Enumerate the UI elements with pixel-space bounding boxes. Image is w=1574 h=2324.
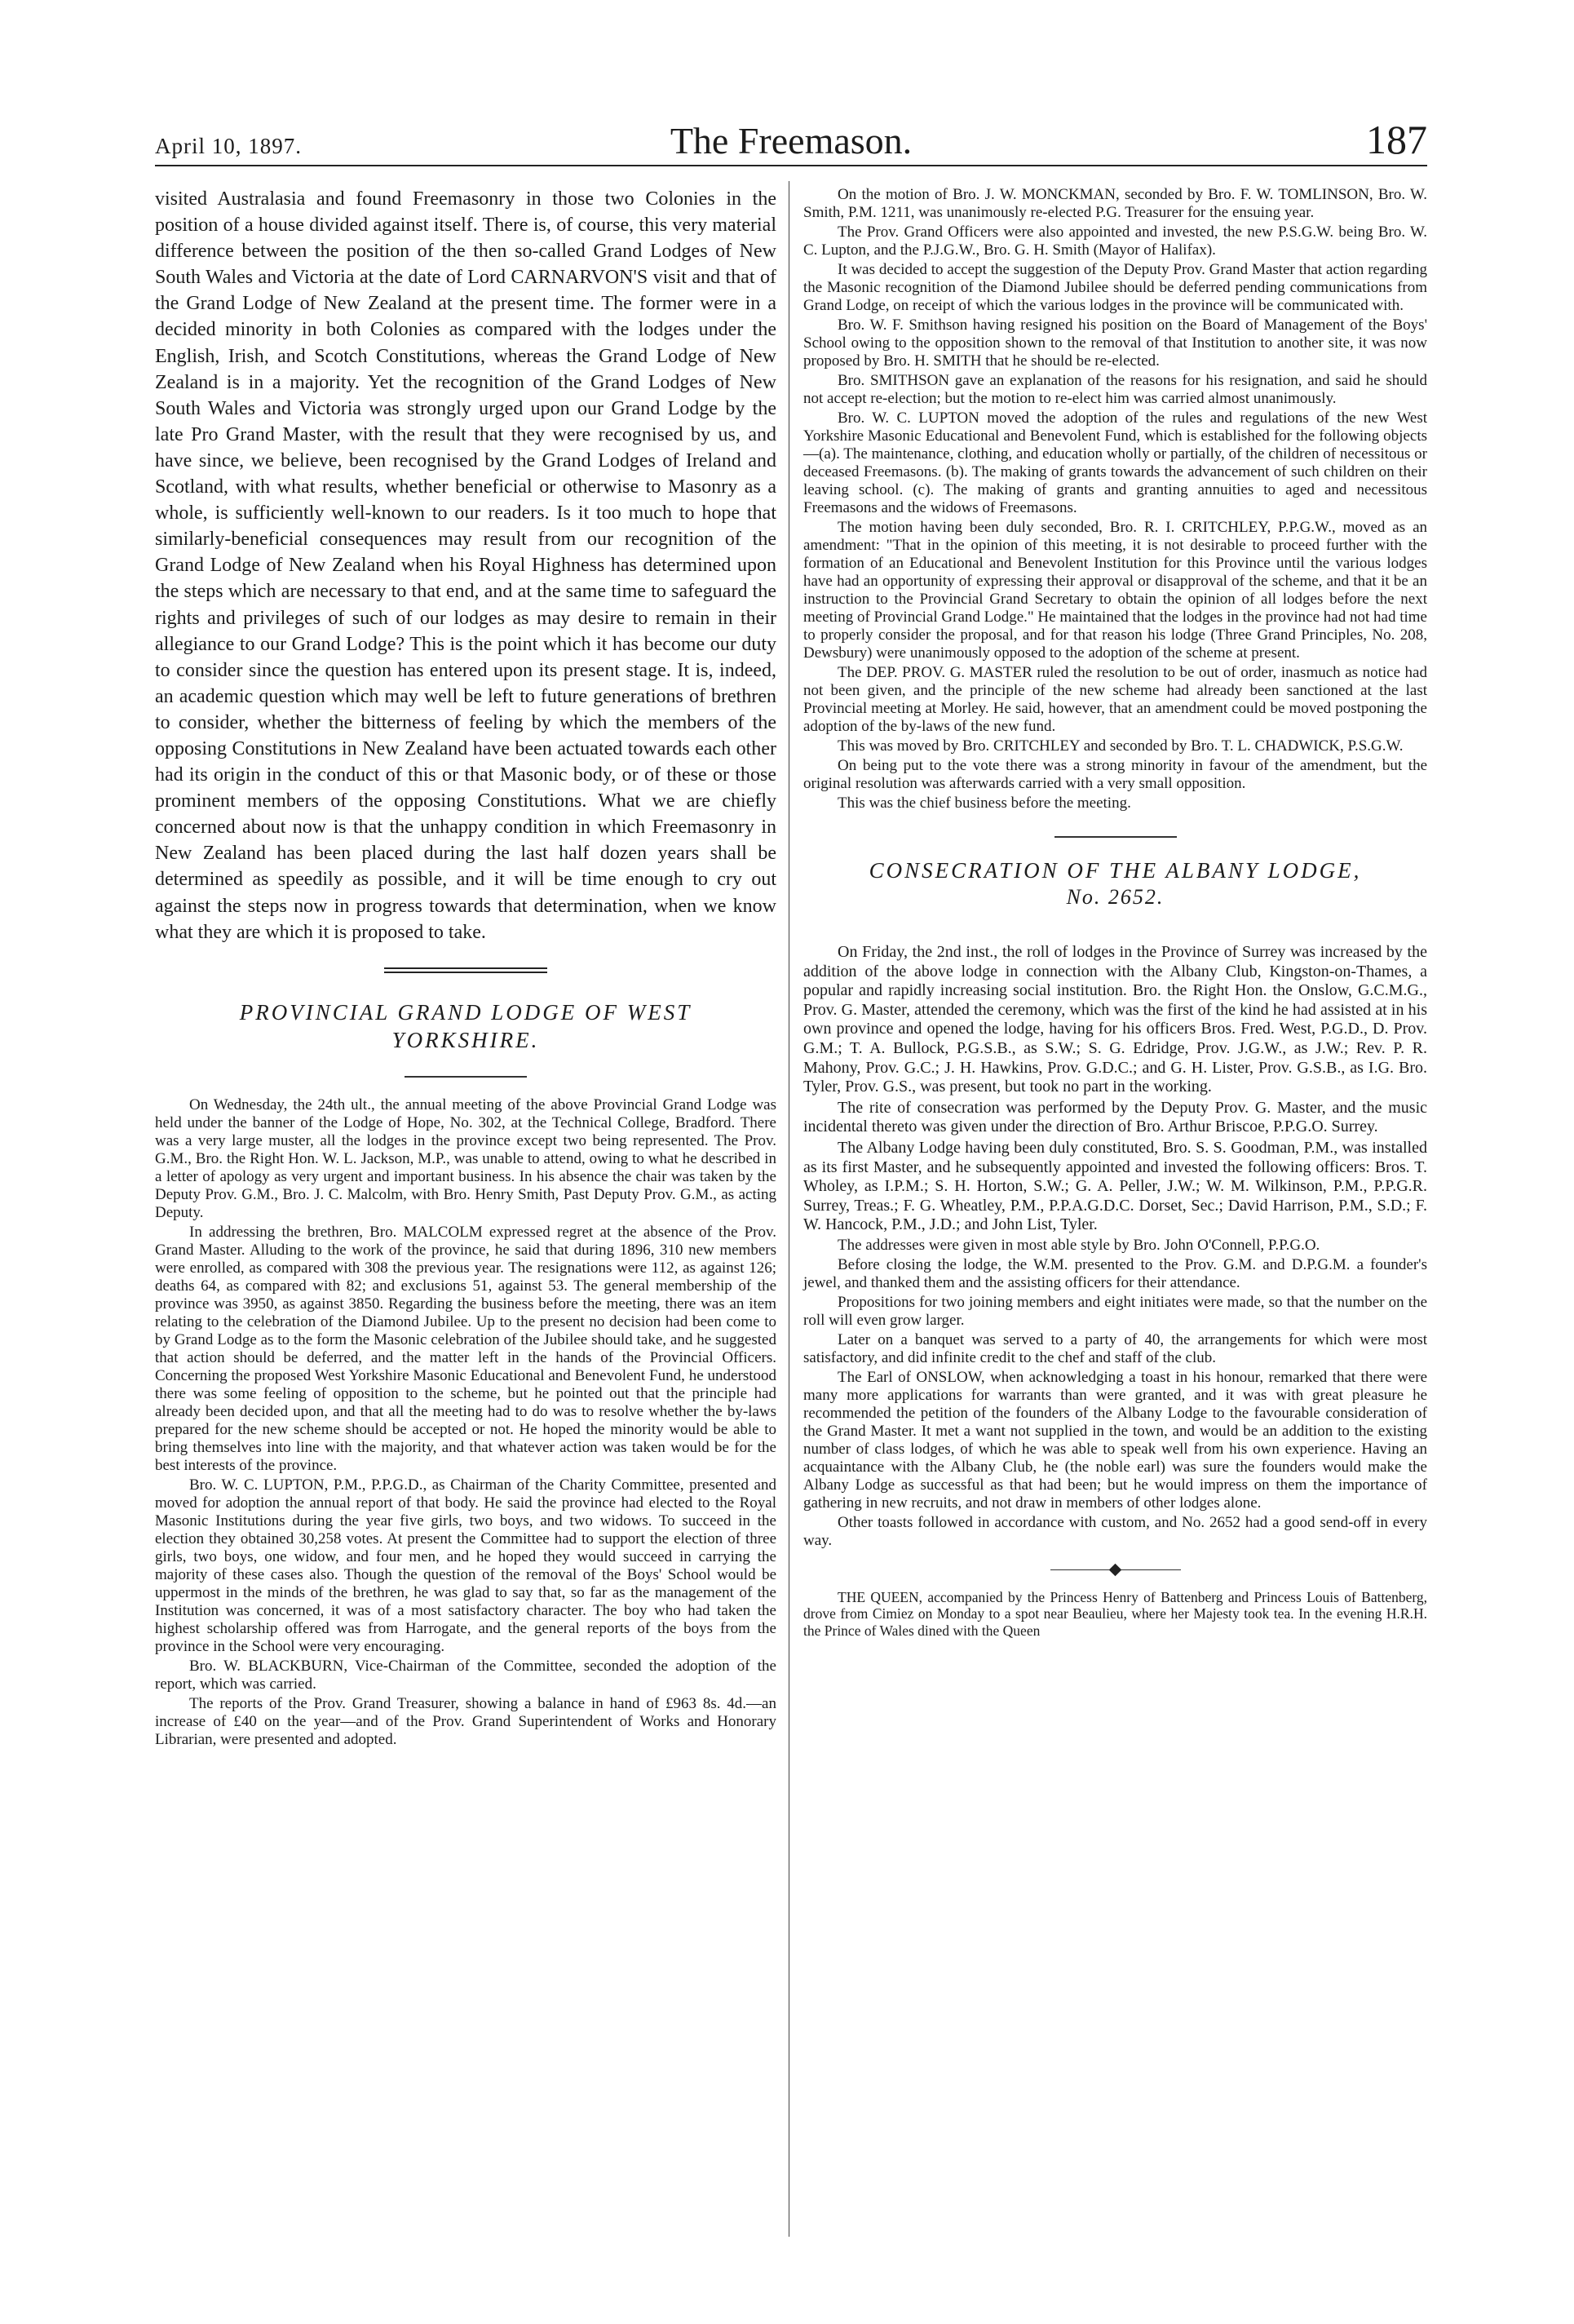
article-paragraph: The DEP. PROV. G. MASTER ruled the resolution to be out of order, inasmuch as notice had not been given, and the principle of the new scheme had already been sanctioned at the last Provincial meeting at Morley. He said, however, that an amendment could be moved postponing the adoption of the by-laws of the new fund. [803,664,1427,735]
article-paragraph: Before closing the lodge, the W.M. presented to the Prov. G.M. and D.P.G.M. a founder's jewel, and thanked them and the assisting officers for their attendance. [803,1255,1427,1291]
page-number: 187 [1366,117,1427,162]
article-paragraph: The addresses were given in most able style by Bro. John O'Connell, P.P.G.O. [838,1236,1320,1254]
article-heading: PROVINCIAL GRAND LODGE OF WEST [239,999,692,1025]
article-paragraph: On Friday, the 2nd inst., the roll of lodges in the Province of Surrey was increased by the addition of the above lodge in connection with the Albany Club, Kingston-on-Thames, a popular and rapidly increasing social institution. Bro. the Right Hon. the Onslow, G.C.M.G., Prov. G. Master, attended the ceremony, which was the first of the kind he had assisted at in his own province and opened the lodge, having for his officers Bros. Fred. West, P.G.D., D. Prov. G.M.; T. A. Bullock, P.G.S.B., as S.W.; S. G. Edridge, Prov. J.G.W., as J.W.; Rev. P. R. Mahony, Prov. G.C.; J. H. Hawkins, Prov. G.D.C.; and G. H. Lister, Prov. G.S.B., as I.G. Bro. Tyler, Prov. G.S., was present, but took no part in the working. [803,943,1427,1096]
article-heading-continued: YORKSHIRE. [391,1027,540,1052]
article-paragraph: This was the chief business before the meeting. [838,795,1131,812]
consecration-heading: CONSECRATION OF THE ALBANY LODGE, [869,858,1362,883]
article-paragraph: Propositions for two joining members and eight initiates were made, so that the number on the roll will even grow larger. [803,1293,1427,1329]
article-paragraph: Bro. W. F. Smithson having resigned his position on the Board of Management of the Boys' School owing to the opposition shown to the removal of that Institution to another site, it was now proposed by Bro. H. SMITH that he should be re-elected. [803,317,1427,370]
article-paragraph: This was moved by Bro. CRITCHLEY and seconded by Bro. T. L. CHADWICK, P.S.G.W. [838,737,1404,755]
article-paragraph: In addressing the brethren, Bro. MALCOLM expressed regret at the absence of the Prov. Grand Master. Alluding to the work of the province, he said that during 1896, 310 new members were enrolled, as compared with 308 the previous year. The resignations were 112, as against 126; deaths 64, as compared with 82; and exclusions 51, against 53. The general membership of the province was 3950, as against 3850. Regarding the business before the meeting, there was an item relating to the celebration of the Diamond Jubilee. Up to the present no decision had been come to by Grand Lodge as to the form the Masonic celebration of the Jubilee should take, and he suggested that action should be deferred, and the matter left in the hands of the Provincial Officers. Concerning the proposed West Yorkshire Masonic Educational and Benevolent Fund, he understood there was some feeling of opposition to the scheme, but he pointed out that the principle had already been decided upon, and that all the meeting had to do was to resolve whether the by-laws prepared for the new scheme should be accepted or not. He hoped the minority would be able to bring themselves into line with the majority, and that whatever action was taken would be for the best interests of the province. [155,1223,776,1474]
consecration-lodge-number: No. 2652. [1066,885,1165,909]
section-divider [1054,832,1177,842]
right-column [803,186,1427,1639]
article-paragraph: On being put to the vote there was a strong minority in favour of the amendment, but the original resolution was afterwards carried with a very small opposition. [803,757,1427,792]
heading-ornament [405,1072,527,1082]
diamond-ornament [1050,1565,1181,1576]
newspaper-title: The Freemason. [670,120,913,162]
article-paragraph: It was decided to accept the suggestion of the Deputy Prov. Grand Master that action regarding the Masonic recognition of the Diamond Jubilee should be deferred pending communications from Grand Lodge, on receipt of which the various lodges in the province will be communicated with. [803,261,1427,314]
article-paragraph: The reports of the Prov. Grand Treasurer, showing a balance in hand of £963 8s. 4d.—an increase of £40 on the year—and of the Prov. Grand Superintendent of Works and Honorary Librarian, were presented and adopted. [155,1694,776,1748]
section-divider [384,967,547,973]
article-paragraph: The Earl of ONSLOW, when acknowledging a toast in his honour, remarked that there were many more applications for warrants than were granted, and it was with great pleasure he recommended the petition of the founders of the Albany Lodge to the favourable consideration of the Grand Master. It met a want not supplied in the town, and would be an addition to the existing number of class lodges, of which he was able to speak well from his own experience. Having an acquaintance with the Albany Club, he (the noble earl) was sure the founders would make the Albany Lodge as successful as that had been; but he would impress on them the importance of gathering in new recruits, and not draw in members of other lodges alone. [803,1368,1427,1512]
article-paragraph: The rite of consecration was performed by the Deputy Prov. G. Master, and the music incidental thereto was given under the direction of Bro. Arthur Briscoe, P.P.G.O. Surrey. [803,1098,1427,1136]
editorial-continuation: visited Australasia and found Freemasonry in those two Colonies in the position of a house divided against itself. There is, of course, this very material difference between the position of the then so-called Grand Lodges of New South Wales and Victoria at the date of Lord CARNARVON'S visit and that of the Grand Lodge of New Zealand at the present time. The former were in a decided minority in both Colonies as compared with the lodges under the English, Irish, and Scotch Constitutions, whereas the Grand Lodge of New Zealand is in a majority. Yet the recognition of the Grand Lodges of New South Wales and Victoria was strongly urged upon our Grand Lodge by the late Pro Grand Master, with the result that they were recognised by us, and have since, we believe, been recognised by the Grand Lodges of Ireland and Scotland, with what results, whether beneficial or otherwise to Masonry as a whole, is sufficiently well-known to our readers. Is it too much to hope that similarly-beneficial consequences may result from our recognition of the Grand Lodge of New Zealand when his Royal Highness has determined upon the steps which are necessary to that end, and at the same time to safeguard the rights and privileges of such of our lodges as may desire to remain in their allegiance to our Grand Lodge? This is the point which it has become our duty to consider since the question has entered upon its present stage. It is, indeed, an academic question which may well be left to future generations of brethren to consider, whether the bitterness of feeling by which the members of the opposing Constitutions in New Zealand have been actuated towards each other had its origin in the conduct of this or that Masonic body, or of these or those prominent members of the opposing Constitutions. What we are chiefly concerned about now is that the unhappy condition in which Freemasonry in New Zealand has been placed during the last half dozen years shall be determined as speedily as possible, and it will be time enough to cry out against the steps now in progress towards that determination, when we know what they are which it is proposed to take. [155,188,776,943]
article-paragraph: On the motion of Bro. J. W. MONCKMAN, seconded by Bro. F. W. TOMLINSON, Bro. W. Smith, P.M. 1211, was unanimously re-elected P.G. Treasurer for the ensuing year. [803,186,1427,221]
article-paragraph: The Albany Lodge having been duly constituted, Bro. S. S. Goodman, P.M., was installed as its first Master, and he subsequently appointed and invested the following officers: Bros. T. Wholey, as I.P.M.; S. H. Horton, S.W.; G. A. Peller, J.W.; W. M. Wilkinson, P.M., P.P.G.R. Surrey, Treas.; F. G. Wheatley, P.M., P.P.A.G.D.C. Dorset, Sec.; David Harrison, P.M., S.D.; F. W. Hancock, P.M., J.D.; and John List, Tyler. [803,1138,1427,1234]
page-header [155,114,1427,166]
court-news-footnote: THE QUEEN, accompanied by the Princess Henry of Battenberg and Princess Louis of Battenberg, drove from Cimiez on Monday to a spot near Beaulieu, where her Majesty took tea. In the evening H.R.H. the Prince of Wales dined with the Queen [803,1588,1427,1639]
left-column [155,186,776,1751]
article-paragraph: Other toasts followed in accordance with custom, and No. 2652 had a good send-off in every way. [803,1513,1427,1549]
article-paragraph: Bro. W. BLACKBURN, Vice-Chairman of the Committee, seconded the adoption of the report, which was carried. [155,1657,776,1693]
article-paragraph: On Wednesday, the 24th ult., the annual meeting of the above Provincial Grand Lodge was held under the banner of the Lodge of Hope, No. 302, at the Technical College, Bradford. There was a very large muster, all the lodges in the province except two being represented. The Prov. G.M., Bro. the Right Hon. W. L. Jackson, M.P., was unable to attend, owing to what he described in a letter of apology as very urgent and important business. In his absence the chair was taken by the Deputy Prov. G.M., Bro. J. C. Malcolm, with Bro. Henry Smith, Past Deputy Prov. G.M., as acting Deputy. [155,1096,776,1221]
article-paragraph: The Prov. Grand Officers were also appointed and invested, the new P.S.G.W. being Bro. W. C. Lupton, and the P.J.G.W., Bro. G. H. Smith (Mayor of Halifax). [803,224,1427,259]
article-paragraph: Later on a banquet was served to a party of 40, the arrangements for which were most satisfactory, and did infinite credit to the chef and staff of the club. [803,1330,1427,1366]
article-paragraph: Bro. W. C. LUPTON moved the adoption of the rules and regulations of the new West Yorkshire Masonic Educational and Benevolent Fund, which is established for the following objects—(a). The maintenance, clothing, and education wholly or partially, of the children of necessitous or deceased Freemasons. (b). The making of grants towards the advancement of such children on their leaving school. (c). The making of grants and granting annuities to aged and necessitous Freemasons and the widows of Freemasons. [803,409,1427,516]
article-paragraph: Bro. W. C. LUPTON, P.M., P.P.G.D., as Chairman of the Charity Committee, presented and moved for adoption the annual report of that body. He said the province had elected to the Royal Masonic Institutions during the year five girls, two boys, and two widows. To succeed in the election they obtained 30,258 votes. At present the Committee had to support the election of three girls, two boys, one widow, and four men, and he hoped they would succeed in carrying the majority of these cases also. Though the question of the removal of the Boys' School would be uppermost in the minds of the brethren, he was glad to say that, so far as the management of the Institution was concerned, it was of a most satisfactory character. The boy who had taken the highest scholarship offered was from Harrogate, and the general reports of the boys from the province in the School were very encouraging. [155,1476,776,1655]
article-paragraph: Bro. SMITHSON gave an explanation of the reasons for his resignation, and said he should not accept re-election; but the motion to re-elect him was carried almost unanimously. [803,372,1427,407]
article-paragraph: The motion having been duly seconded, Bro. R. I. CRITCHLEY, P.P.G.W., moved as an amendment: "That in the opinion of this meeting, it is not desirable to proceed further with the formation of an Educational and Benevolent Institution for this Province until the various lodges have had an opportunity of expressing their approval or disapproval of the scheme, and that it be an instruction to the Provincial Grand Secretary to obtain the opinion of all lodges before the next meeting of Provincial Grand Lodge." He maintained that the lodges in the province had not had time to properly consider the proposal, and for that reason his lodge (Three Grand Principles, No. 208, Dewsbury) were unanimously opposed to the adoption of the scheme at present. [803,519,1427,662]
issue-date: April 10, 1897. [155,134,302,158]
